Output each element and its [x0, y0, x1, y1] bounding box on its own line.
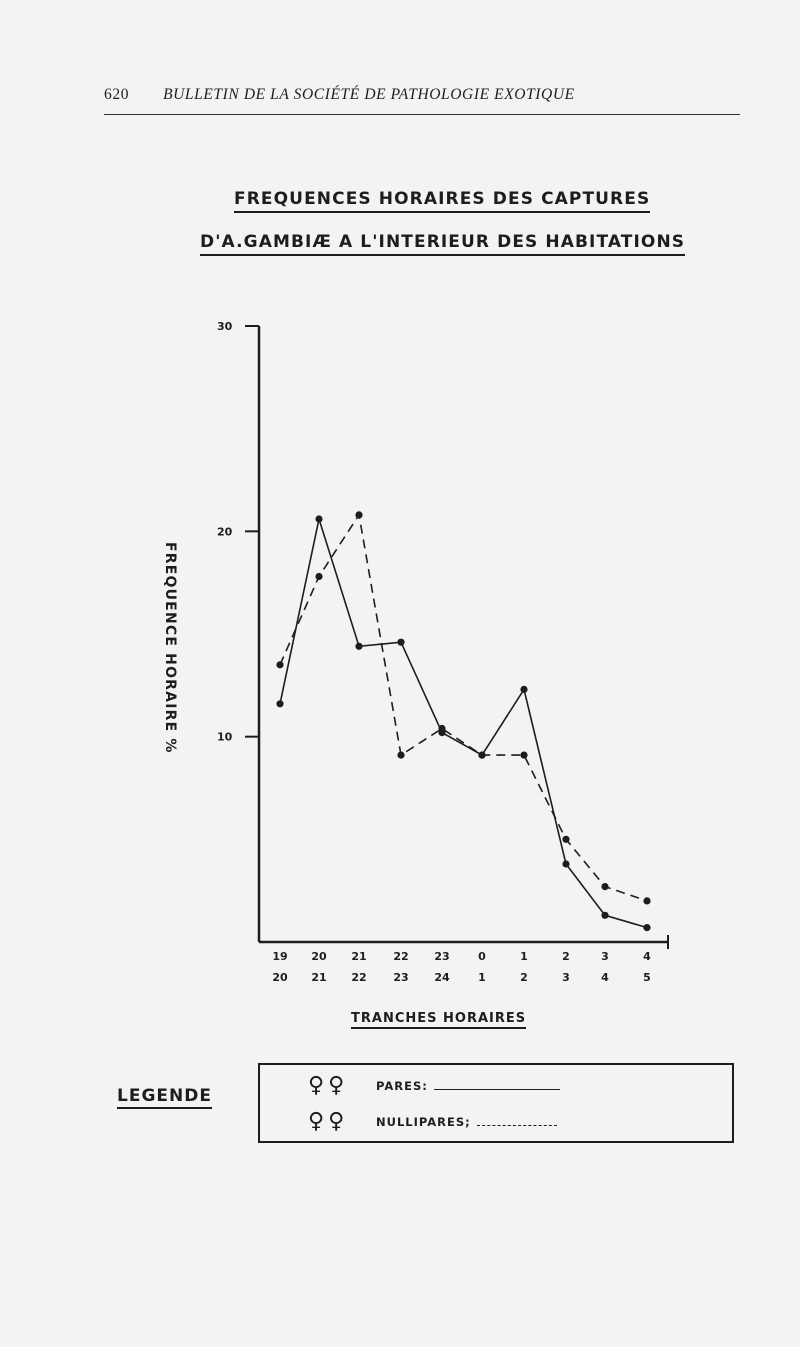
x-tick-label-top: 22	[393, 950, 409, 963]
data-point-nullipares	[276, 661, 283, 668]
x-tick-label-top: 2	[562, 950, 570, 963]
x-tick-label-bottom: 20	[272, 971, 288, 984]
data-point-pares	[276, 700, 283, 707]
legend-title: LEGENDE	[117, 1086, 212, 1109]
x-tick-label-bottom: 2	[520, 971, 528, 984]
legend-row-pares	[308, 1073, 560, 1098]
data-point-pares	[601, 912, 608, 919]
y-axis-label: FREQUENCE HORAIRE %	[162, 542, 178, 754]
page-number: 620	[104, 86, 130, 103]
x-tick-label-top: 3	[601, 950, 609, 963]
chart-title-line2: D'A.GAMBIÆ A L'INTERIEUR DES HABITATIONS	[200, 232, 685, 256]
legend-solid-line	[434, 1089, 560, 1090]
data-point-nullipares	[478, 752, 485, 759]
series-line-pares	[280, 519, 647, 928]
legend-nullipares-label: NULLIPARES;	[376, 1114, 471, 1129]
x-tick-label-top: 19	[272, 950, 288, 963]
x-tick-label-top: 21	[351, 950, 367, 963]
data-point-pares	[643, 924, 650, 931]
chart-marks	[276, 511, 650, 931]
data-point-nullipares	[315, 573, 322, 580]
x-tick-label-top: 20	[311, 950, 327, 963]
data-point-pares	[562, 860, 569, 867]
data-point-pares	[355, 643, 362, 650]
legend-box	[258, 1063, 734, 1143]
x-tick-label-bottom: 3	[562, 971, 570, 984]
data-point-pares	[315, 515, 322, 522]
x-tick-label-bottom: 1	[478, 971, 486, 984]
chart-axes	[217, 320, 668, 984]
series-line-nullipares	[280, 515, 647, 901]
legend-row-nullipares	[308, 1109, 557, 1134]
female-symbol-icon: ♀♀	[308, 1109, 349, 1134]
y-tick-label: 20	[217, 525, 233, 539]
legend-dashed-line	[477, 1125, 557, 1126]
x-tick-label-top: 4	[643, 950, 651, 963]
data-point-pares	[520, 686, 527, 693]
x-tick-label-bottom: 24	[434, 971, 450, 984]
x-tick-label-top: 1	[520, 950, 528, 963]
y-tick-label: 30	[217, 320, 233, 333]
x-tick-label-bottom: 23	[393, 971, 409, 984]
journal-title: BULLETIN DE LA SOCIÉTÉ DE PATHOLOGIE EXOTIQUE	[163, 86, 575, 103]
data-point-nullipares	[601, 883, 608, 890]
data-point-nullipares	[562, 836, 569, 843]
x-tick-label-bottom: 5	[643, 971, 651, 984]
x-tick-label-top: 0	[478, 950, 486, 963]
y-tick-label: 10	[217, 730, 233, 744]
data-point-pares	[397, 639, 404, 646]
x-tick-label-bottom: 4	[601, 971, 609, 984]
x-axis-label: TRANCHES HORAIRES	[351, 1011, 526, 1029]
legend-pares-label: PARES:	[376, 1078, 428, 1093]
data-point-nullipares	[397, 752, 404, 759]
x-tick-label-bottom: 21	[311, 971, 327, 984]
data-point-nullipares	[643, 897, 650, 904]
female-symbol-icon: ♀♀	[308, 1073, 349, 1098]
data-point-nullipares	[438, 725, 445, 732]
data-point-nullipares	[520, 752, 527, 759]
chart-title-line1: FREQUENCES HORAIRES DES CAPTURES	[234, 189, 650, 213]
x-tick-label-top: 23	[434, 950, 450, 963]
data-point-nullipares	[355, 511, 362, 518]
x-tick-label-bottom: 22	[351, 971, 367, 984]
